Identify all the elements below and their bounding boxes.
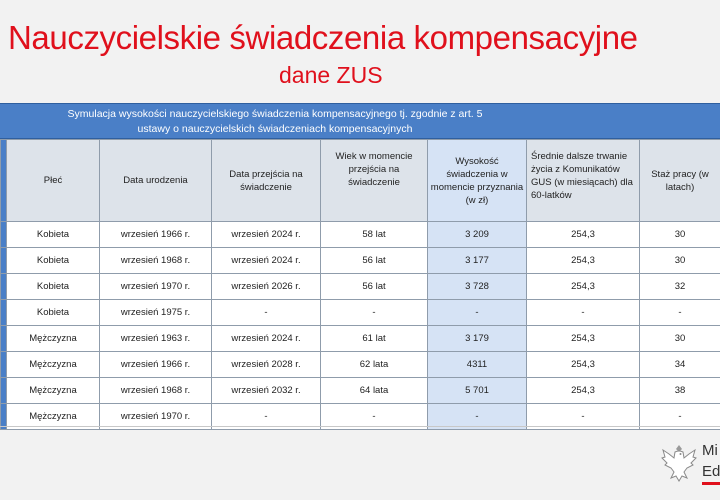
cell-transition-date: wrzesień 2024 r. — [212, 248, 321, 274]
cell-sex: Kobieta — [7, 248, 100, 274]
footer-divider — [0, 426, 720, 427]
table-caption-line-1: Symulacja wysokości nauczycielskiego świadczenia kompensacyjnego tj. zgodnie z art. 5 — [67, 108, 483, 120]
cell-work-years: 32 — [640, 274, 720, 300]
header-work-years: Staż pracy (w latach) — [640, 140, 720, 222]
header-life-expectancy: Średnie dalsze trwanie życia z Komunikatów GUS (w miesiącach) dla 60-latków — [527, 140, 640, 222]
cell-sex: Mężczyzna — [7, 352, 100, 378]
header-age-at-transition: Wiek w momencie przejścia na świadczenie — [321, 140, 428, 222]
table-header-row — [1, 140, 720, 222]
page-subtitle: dane ZUS — [279, 62, 383, 88]
cell-work-years: 30 — [640, 222, 720, 248]
white-eagle-emblem-icon — [660, 442, 698, 484]
page-title: Nauczycielskie świadczenia kompensacyjne — [8, 19, 638, 56]
ministry-name-line-1: Mi — [702, 442, 718, 459]
table-row — [1, 222, 720, 248]
ministry-name — [702, 440, 720, 482]
cell-transition-date: wrzesień 2032 r. — [212, 378, 321, 404]
cell-sex: Kobieta — [7, 300, 100, 326]
cell-sex: Kobieta — [7, 222, 100, 248]
cell-work-years: - — [640, 404, 720, 430]
cell-life-expectancy: - — [527, 404, 640, 430]
cell-birth-date: wrzesień 1963 r. — [100, 326, 212, 352]
cell-life-expectancy: 254,3 — [527, 222, 640, 248]
cell-sex: Kobieta — [7, 274, 100, 300]
cell-life-expectancy: 254,3 — [527, 274, 640, 300]
logo-red-bar — [702, 482, 720, 485]
table-caption-line-2: ustawy o nauczycielskich świadczeniach kompensacyjnych — [137, 123, 413, 135]
header-benefit-amount: Wysokość świadczenia w momencie przyznania (w zł) — [428, 140, 527, 222]
table-row — [1, 248, 720, 274]
cell-benefit-amount: - — [428, 404, 527, 430]
table-row — [1, 274, 720, 300]
header-birth-date: Data urodzenia — [100, 140, 212, 222]
cell-age: - — [321, 300, 428, 326]
cell-work-years: 30 — [640, 326, 720, 352]
table-row — [1, 326, 720, 352]
cell-age: 64 lata — [321, 378, 428, 404]
table-row — [1, 300, 720, 326]
cell-age: 62 lata — [321, 352, 428, 378]
ministry-logo — [660, 440, 720, 486]
cell-birth-date: wrzesień 1966 r. — [100, 222, 212, 248]
cell-work-years: 34 — [640, 352, 720, 378]
cell-work-years: - — [640, 300, 720, 326]
cell-transition-date: wrzesień 2024 r. — [212, 326, 321, 352]
cell-benefit-amount: 4311 — [428, 352, 527, 378]
cell-birth-date: wrzesień 1970 r. — [100, 404, 212, 430]
cell-age: 61 lat — [321, 326, 428, 352]
cell-life-expectancy: 254,3 — [527, 378, 640, 404]
header-transition-date: Data przejścia na świadczenie — [212, 140, 321, 222]
table-row — [1, 378, 720, 404]
cell-life-expectancy: - — [527, 300, 640, 326]
cell-work-years: 38 — [640, 378, 720, 404]
benefit-simulation-table — [0, 139, 720, 430]
header-sex: Płeć — [7, 140, 100, 222]
cell-life-expectancy: 254,3 — [527, 326, 640, 352]
cell-age: - — [321, 404, 428, 430]
cell-birth-date: wrzesień 1966 r. — [100, 352, 212, 378]
cell-age: 56 lat — [321, 248, 428, 274]
table-caption — [0, 103, 720, 139]
cell-life-expectancy: 254,3 — [527, 352, 640, 378]
cell-life-expectancy: 254,3 — [527, 248, 640, 274]
cell-sex: Mężczyzna — [7, 404, 100, 430]
cell-sex: Mężczyzna — [7, 326, 100, 352]
cell-birth-date: wrzesień 1968 r. — [100, 248, 212, 274]
cell-transition-date: - — [212, 404, 321, 430]
cell-birth-date: wrzesień 1975 r. — [100, 300, 212, 326]
table-row — [1, 352, 720, 378]
cell-age: 56 lat — [321, 274, 428, 300]
cell-benefit-amount: - — [428, 300, 527, 326]
cell-transition-date: wrzesień 2028 r. — [212, 352, 321, 378]
cell-birth-date: wrzesień 1968 r. — [100, 378, 212, 404]
cell-benefit-amount: 3 728 — [428, 274, 527, 300]
cell-benefit-amount: 3 177 — [428, 248, 527, 274]
cell-birth-date: wrzesień 1970 r. — [100, 274, 212, 300]
cell-benefit-amount: 5 701 — [428, 378, 527, 404]
cell-benefit-amount: 3 209 — [428, 222, 527, 248]
cell-transition-date: wrzesień 2024 r. — [212, 222, 321, 248]
cell-transition-date: wrzesień 2026 r. — [212, 274, 321, 300]
ministry-name-line-2: Ed — [702, 463, 720, 480]
cell-benefit-amount: 3 179 — [428, 326, 527, 352]
cell-transition-date: - — [212, 300, 321, 326]
cell-age: 58 lat — [321, 222, 428, 248]
cell-work-years: 30 — [640, 248, 720, 274]
cell-sex: Mężczyzna — [7, 378, 100, 404]
